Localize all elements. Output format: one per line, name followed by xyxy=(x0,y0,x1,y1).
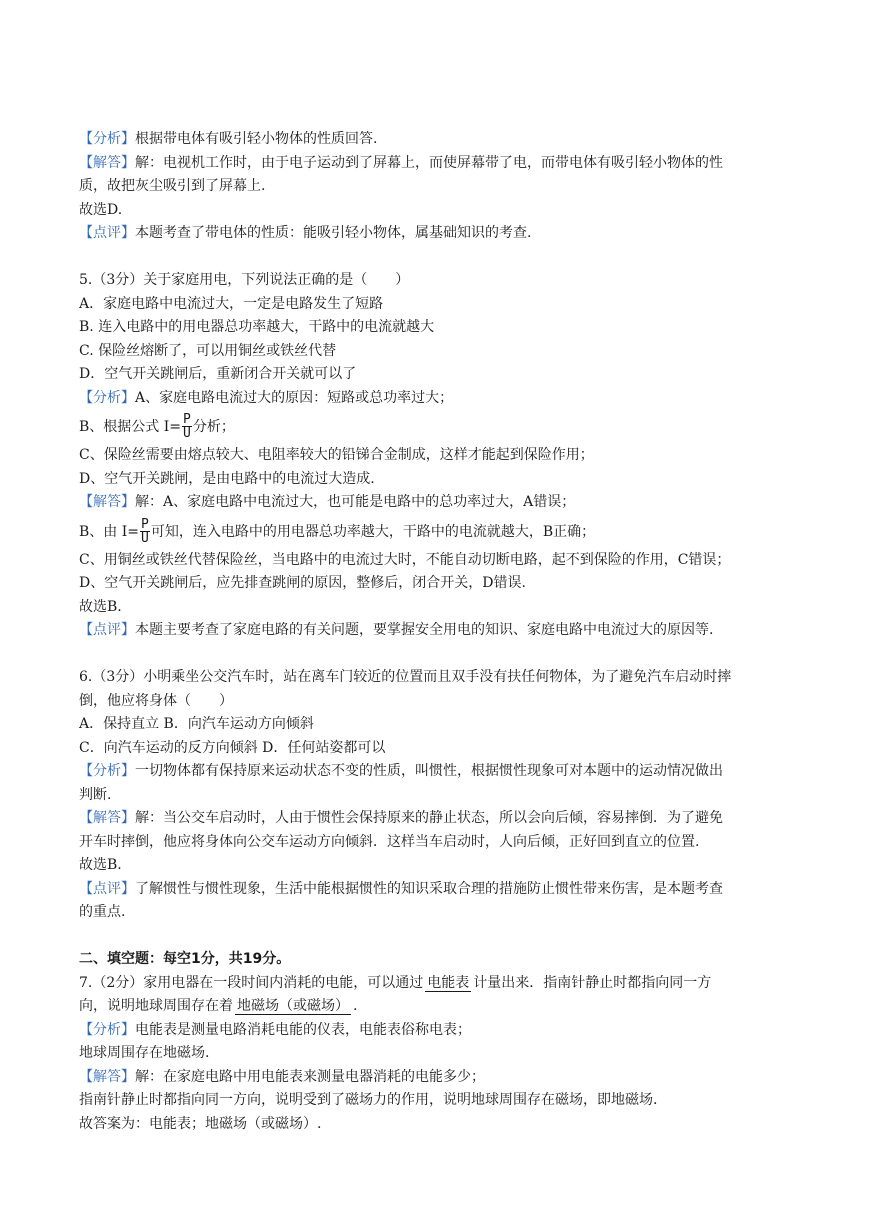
comment-tag: 【点评】 xyxy=(79,225,135,241)
answer-tag: 【解答】 xyxy=(79,1068,135,1085)
q6-comment-line-1: 【点评】了解惯性与惯性现象，生活中能根据惯性的知识采取合理的措施防止惯性带来伤害，是本题考查 xyxy=(79,880,723,897)
analysis-tag: 【分析】 xyxy=(79,389,135,406)
q6-options-line-2: C．向汽车运动的反方向倾斜 D．任何站姿都可以 xyxy=(79,739,386,756)
q5-answer-d: D、空气开关跳闸后，应先排查跳闸的原因，整修后，闭合开关，D错误. xyxy=(79,575,526,591)
q7-answer-line-3: 故答案为：电能表；地磁场（或磁场）. xyxy=(79,1115,322,1132)
q4-answer-line-2: 质，故把灰尘吸引到了屏幕上. xyxy=(79,178,266,194)
q6-answer-line-1: 【解答】解：当公交车启动时，人由于惯性会保持原来的静止状态，所以会向后倾，容易摔倒．为了避免 xyxy=(79,810,723,826)
answer-blank-2: 地磁场（或磁场） xyxy=(237,998,349,1014)
q7-analysis-line-2: 地球周围存在地磁场. xyxy=(79,1045,210,1061)
q4-choose: 故选D. xyxy=(79,201,123,218)
q5-comment: 【点评】本题主要考查了家庭电路的有关问题，要掌握安全用电的知识、家庭电路中电流过大的原因等. xyxy=(79,622,714,638)
q4-analysis: 【分析】根据带电体有吸引轻小物体的性质回答. xyxy=(79,131,378,147)
q6-analysis-line-2: 判断. xyxy=(79,786,112,803)
q5-option-d: D．空气开关跳闸后，重新闭合开关就可以了 xyxy=(79,366,357,382)
q5-analysis-a: 【分析】A、家庭电路电流过大的原因：短路或总功率过大； xyxy=(79,389,454,406)
q4-answer-line-1: 【解答】解：电视机工作时，由于电子运动到了屏幕上，而使屏幕带了电，而带电体有吸引轻小物体的性 xyxy=(79,154,723,171)
q5-analysis-d: D、空气开关跳闸，是由电路中的电流过大造成. xyxy=(79,470,375,487)
document-page xyxy=(79,128,799,1136)
q5-option-c: C. 保险丝熔断了，可以用铜丝或铁丝代替 xyxy=(79,342,337,359)
q6-stem-line-2: 倒，他应将身体（ ） xyxy=(79,692,233,709)
q5-option-a: A．家庭电路中电流过大，一定是电路发生了短路 xyxy=(79,295,384,312)
q7-answer-line-1: 【解答】解：在家庭电路中用电能表来测量电器消耗的电能多少； xyxy=(79,1068,485,1085)
q4-comment: 【点评】本题考查了带电体的性质：能吸引轻小物体，属基础知识的考查. xyxy=(79,225,532,241)
q5-option-b: B. 连入电路中的用电器总功率越大，干路中的电流就越大 xyxy=(79,319,435,335)
q5-choose: 故选B. xyxy=(79,598,122,615)
comment-tag: 【点评】 xyxy=(79,622,135,638)
answer-tag: 【解答】 xyxy=(79,810,135,826)
q5-analysis-b: B、根据公式 I= $\frac{P}{U}$ 分析； xyxy=(79,412,235,441)
q6-choose: 故选B. xyxy=(79,857,122,873)
answer-tag: 【解答】 xyxy=(79,154,135,171)
q5-answer-b: B、由 I= $\frac{P}{U}$ 可知，连入电路中的用电器总功率越大，干路中的电流就越大，B正确； xyxy=(79,516,596,546)
q7-stem-line-2: 向，说明地球周围存在着 地磁场（或磁场） . xyxy=(79,998,358,1014)
analysis-tag: 【分析】 xyxy=(79,131,135,147)
comment-tag: 【点评】 xyxy=(79,880,135,897)
q5-answer-c: C、用铜丝或铁丝代替保险丝，当电路中的电流过大时，不能自动切断电路，起不到保险的作用，C错误； xyxy=(79,551,731,568)
q6-stem-line-1: 6.（3分）小明乘坐公交汽车时，站在离车门较近的位置而且双手没有扶任何物体，为了避免汽车启动时摔 xyxy=(79,669,732,685)
analysis-tag: 【分析】 xyxy=(79,1021,135,1038)
q6-answer-line-2: 开车时摔倒，他应将身体向公交车运动方向倾斜．这样当车启动时，人向后倾，正好回到直立的位置. xyxy=(79,833,700,850)
analysis-tag: 【分析】 xyxy=(79,763,135,779)
q5-answer-a: 【解答】解：A、家庭电路中电流过大，也可能是电路中的总功率过大，A错误； xyxy=(79,494,576,510)
q5-stem: 5.（3分）关于家庭用电，下列说法正确的是（ ） xyxy=(79,272,410,288)
q5-analysis-c: C、保险丝需要由熔点较大、电阻率较大的铅锑合金制成，这样才能起到保险作用； xyxy=(79,447,594,463)
power-formula: $\frac{P}{U}$ xyxy=(183,412,191,441)
answer-blank-1: 电能表 xyxy=(427,974,470,991)
q6-analysis-line-1: 【分析】一切物体都有保持原来运动状态不变的性质，叫惯性，根据惯性现象可对本题中的运动情况做出 xyxy=(79,763,723,779)
q7-answer-line-2: 指南针静止时都指向同一方向，说明受到了磁场力的作用，说明地球周围存在磁场，即地磁场. xyxy=(79,1092,658,1108)
q7-stem-line-1: 7.（2分）家用电器在一段时间内消耗的电能，可以通过 电能表 计量出来．指南针静止时都指向同一方 xyxy=(79,974,712,991)
power-formula: $\frac{P}{U}$ xyxy=(141,516,149,546)
q6-comment-line-2: 的重点. xyxy=(79,904,126,920)
answer-tag: 【解答】 xyxy=(79,494,135,510)
section-heading: 二、填空题：每空1分，共19分。 xyxy=(79,951,291,967)
q7-analysis-line-1: 【分析】电能表是测量电路消耗电能的仪表，电能表俗称电表； xyxy=(79,1021,471,1038)
q6-options-line-1: A．保持直立 B．向汽车运动方向倾斜 xyxy=(79,716,314,732)
